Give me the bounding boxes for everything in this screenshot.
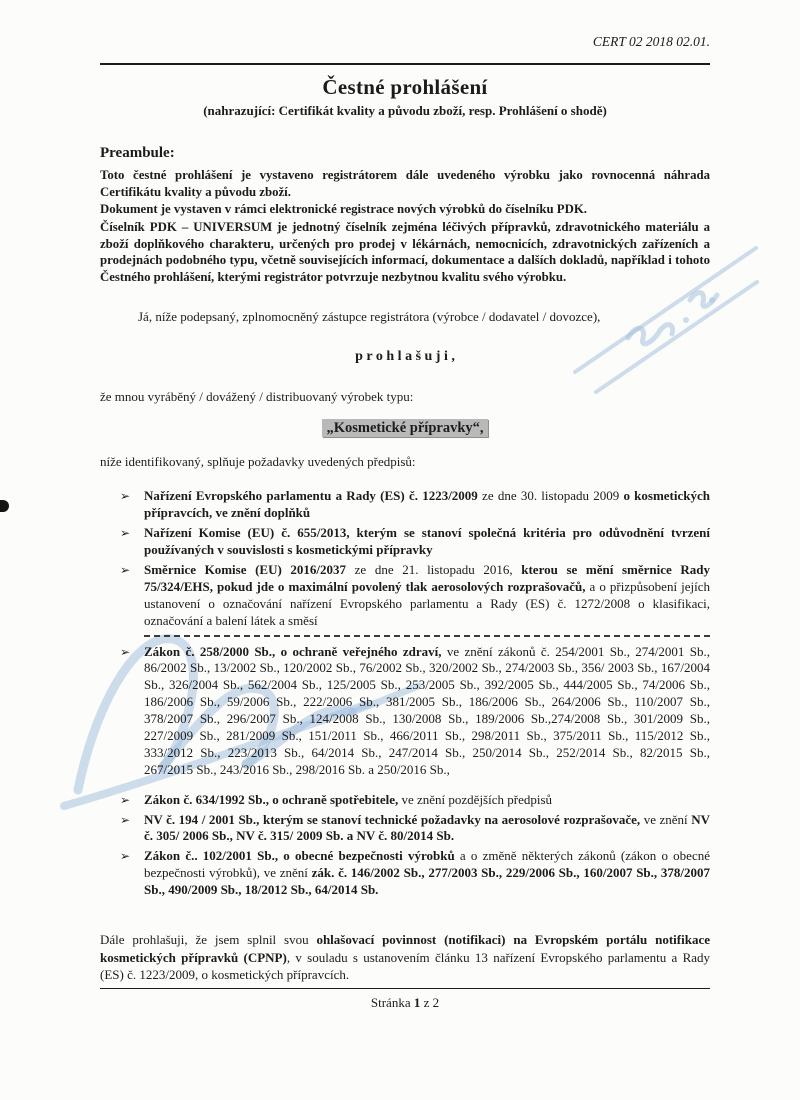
list-item-text: Zákon č.. 102/2001 Sb., o obecné bezpečnosti výrobků a o změně některých zákonů (zákon o obecné bezpečnosti výrobků), ve znění zák. č. 146/2002 Sb., 277/2003 Sb., 229/2006 Sb., 160/2007 Sb., 378/2007 Sb., 490/2009 Sb., 18/2012 Sb., 64/2014 Sb. <box>144 848 710 898</box>
list-item <box>100 488 710 522</box>
declaration-verb: p r o h l a š u j i , <box>355 349 455 365</box>
dashed-separator <box>144 635 710 637</box>
preamble-paragraph: Číselník PDK – UNIVERSUM je jednotný číselník zejména léčivých přípravků, zdravotnického materiálu a zboží doplňkového charakteru, určených pro prodej v lékárnách, nemocnicích, zdravotnických zařízeních a prodejnách podobného typu, včetně souvisejících informací, dokumentace a dalších dokladů, například i tohoto Čestného prohlášení, kterými registrátor potvrzuje nezbytnou kvalitu svého výrobku. <box>100 219 710 284</box>
list-item-text: Zákon č. 634/1992 Sb., o ochraně spotřebitele, ve znění pozdějších předpisů <box>144 791 553 807</box>
list-item <box>100 644 710 779</box>
declaration-intro: Já, níže podepsaný, zplnomocněný zástupce registrátora (výrobce / dodavatel / dovozce), <box>138 309 601 325</box>
preamble-paragraph: Dokument je vystaven v rámci elektronické registrace nových výrobků do číselníku PDK. <box>100 202 587 217</box>
preamble-paragraph: Toto čestné prohlášení je vystaveno registrátorem dále uvedeného výrobku jako rovnocenná náhrada Certifikátu kvality a původu zboží. <box>100 168 710 199</box>
page-footer <box>100 988 710 1011</box>
document-ref: CERT 02 2018 02.01. <box>592 34 710 49</box>
list-item-text: Zákon č. 258/2000 Sb., o ochraně veřejného zdraví, ve znění zákonů č. 254/2001 Sb., 274/2001 Sb., 86/2002 Sb., 13/2002 Sb., 120/2002 Sb., 76/2002 Sb., 320/2002 Sb., 274/2003 Sb., 356/ 2003 Sb., 167/2004 Sb., 326/2004 Sb., 562/2004 Sb., 125/2005 Sb., 253/2005 Sb., 392/2005 Sb., 444/2005 Sb., 74/2006 Sb., 186/2006 Sb., 59/2006 Sb., 222/2006 Sb., 381/2005 Sb., 186/2006 Sb., 264/2006 Sb., 110/2007 Sb., 378/2007 Sb., 296/2007 Sb., 124/2008 Sb., 130/2008 Sb., 189/2006 Sb.,274/2008 Sb., 301/2009 Sb., 227/2009 Sb., 281/2009 Sb., 151/2011 Sb., 466/2011 Sb., 298/2011 Sb., 375/2011 Sb., 115/2012 Sb., 333/2012 Sb., 223/2013 Sb., 64/2014 Sb., 247/2014 Sb., 250/2014 Sb., 252/2014 Sb., 82/2015 Sb., 267/2015 Sb., 243/2016 Sb., 298/2016 Sb. a 250/2016 Sb., <box>144 643 710 777</box>
regulation-list <box>100 488 710 899</box>
arrow-bullet-icon: ➢ <box>120 562 131 577</box>
product-type-line: že mnou vyráběný / dovážený / distribuovaný výrobek typu: <box>100 389 414 405</box>
arrow-bullet-icon: ➢ <box>120 812 131 827</box>
top-rule <box>100 63 710 65</box>
arrow-bullet-icon: ➢ <box>120 526 131 541</box>
list-item <box>100 848 710 899</box>
list-item-text: Nařízení Evropského parlamentu a Rady (ES) č. 1223/2009 ze dne 30. listopadu 2009 o kosmetických přípravcích, ve znění doplňků <box>144 488 710 521</box>
page-number: Stránka 1 z 2 <box>370 995 440 1010</box>
arrow-bullet-icon: ➢ <box>120 644 131 659</box>
list-item <box>100 562 710 630</box>
document-subtitle: (nahrazující: Certifikát kvality a původu zboží, resp. Prohlášení o shodě) <box>203 103 607 118</box>
product-name-highlight: „Kosmetické přípravky“, <box>322 419 487 437</box>
product-line <box>100 419 710 437</box>
list-item-text: Nařízení Komise (EU) č. 655/2013, kterým se stanoví společná kritéria pro odůvodnění tvrzení používaných v souvislosti s kosmetickými přípravky <box>144 525 710 558</box>
list-item-text: Směrnice Komise (EU) 2016/2037 ze dne 21. listopadu 2016, kterou se mění směrnice Rady 75/324/EHS, pokud jde o maximální povolený tlak aerosolových rozprašovačů, a o přizpůsobení jejích ustanovení o označování nařízení Evropského parlamentu a Rady (ES) č. 1272/2008 o klasifikaci, označování a balení látek a směsí <box>144 561 710 628</box>
arrow-bullet-icon: ➢ <box>120 792 131 807</box>
list-item <box>100 792 710 809</box>
document-title: Čestné prohlášení <box>322 75 488 99</box>
list-item <box>100 525 710 559</box>
arrow-bullet-icon: ➢ <box>120 489 131 504</box>
notification-paragraph: Dále prohlašuji, že jsem splnil svou ohlašovací povinnost (notifikaci) na Evropském portálu notifikace kosmetických přípravků (CPNP), v souladu s ustanovením článku 13 nařízení Evropského parlamentu a Rady (ES) č. 1223/2009, o kosmetických přípravcích. <box>100 931 711 983</box>
preamble-heading: Preambule: <box>100 145 175 161</box>
arrow-bullet-icon: ➢ <box>120 849 131 864</box>
list-item <box>100 812 710 846</box>
footer-rule <box>100 988 710 989</box>
list-item-text: NV č. 194 / 2001 Sb., kterým se stanoví technické požadavky na aerosolové rozprašovače, ve znění NV č. 305/ 2006 Sb., NV č. 315/ 2009 Sb. a NV č. 80/2014 Sb. <box>144 811 711 844</box>
identified-line: níže identifikovaný, splňuje požadavky uvedených předpisů: <box>100 454 416 470</box>
